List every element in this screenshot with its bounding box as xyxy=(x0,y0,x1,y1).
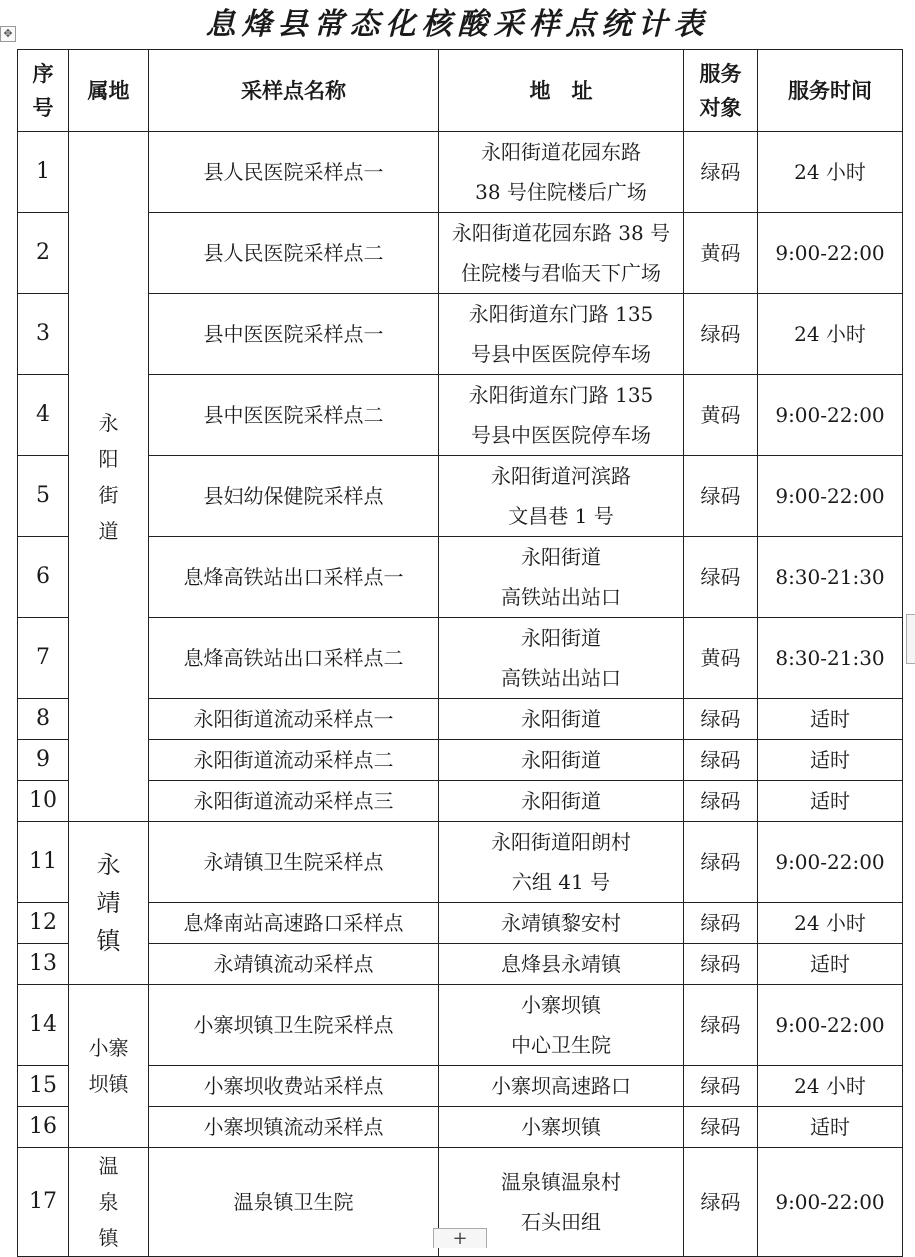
service-target: 绿码 xyxy=(684,822,758,903)
site-name: 永阳街道流动采样点一 xyxy=(149,699,439,740)
service-hours: 24 小时 xyxy=(758,132,903,213)
service-hours: 9:00-22:00 xyxy=(758,213,903,294)
service-hours: 9:00-22:00 xyxy=(758,985,903,1066)
site-address xyxy=(439,1066,684,1107)
address-line-2: 高铁站出站口 xyxy=(501,666,621,690)
district-label: 永阳街道 xyxy=(98,410,119,543)
address-line-2: 高铁站出站口 xyxy=(501,585,621,609)
service-hours: 适时 xyxy=(758,944,903,985)
header-district: 属地 xyxy=(69,50,149,132)
service-hours: 24 小时 xyxy=(758,903,903,944)
address-line-1: 永阳街道阳朗村 xyxy=(491,830,631,854)
site-name: 县妇幼保健院采样点 xyxy=(149,456,439,537)
header-seq: 序号 xyxy=(18,50,69,132)
address-line-1: 永阳街道花园东路 38 号 xyxy=(451,221,671,245)
site-address xyxy=(439,740,684,781)
service-hours: 8:30-21:30 xyxy=(758,537,903,618)
table-row xyxy=(18,822,903,903)
address-line-1: 永阳街道 xyxy=(521,748,601,772)
site-address xyxy=(439,903,684,944)
address-line-2: 38 号住院楼后广场 xyxy=(475,180,647,204)
address-line-1: 永阳街道 xyxy=(521,626,601,650)
header-name: 采样点名称 xyxy=(149,50,439,132)
site-name: 县中医医院采样点二 xyxy=(149,375,439,456)
table-row xyxy=(18,456,903,537)
table-header-row xyxy=(18,50,903,132)
row-number: 1 xyxy=(18,132,69,213)
table-row xyxy=(18,985,903,1066)
site-name: 永靖镇卫生院采样点 xyxy=(149,822,439,903)
address-line-2: 文昌巷 1 号 xyxy=(508,504,614,528)
address-line-1: 永阳街道 xyxy=(521,707,601,731)
site-address xyxy=(439,132,684,213)
service-target: 绿码 xyxy=(684,456,758,537)
site-address xyxy=(439,699,684,740)
site-name: 息烽高铁站出口采样点一 xyxy=(149,537,439,618)
address-line-1: 永靖镇黎安村 xyxy=(501,911,621,935)
address-line-2: 中心卫生院 xyxy=(511,1033,611,1057)
service-target: 绿码 xyxy=(684,985,758,1066)
table-row xyxy=(18,699,903,740)
header-hours: 服务时间 xyxy=(758,50,903,132)
service-target: 绿码 xyxy=(684,294,758,375)
add-row-button[interactable]: + xyxy=(433,1228,487,1248)
site-address xyxy=(439,537,684,618)
table-move-handle-icon[interactable]: ✥ xyxy=(0,26,16,42)
row-number: 12 xyxy=(18,903,69,944)
address-line-2: 六组 41 号 xyxy=(511,870,611,894)
table-row xyxy=(18,740,903,781)
header-target: 服务对象 xyxy=(684,50,758,132)
service-hours: 适时 xyxy=(758,740,903,781)
site-address xyxy=(439,781,684,822)
row-number: 9 xyxy=(18,740,69,781)
district-label: 永靖镇 xyxy=(96,851,121,955)
site-name: 小寨坝镇卫生院采样点 xyxy=(149,985,439,1066)
row-number: 2 xyxy=(18,213,69,294)
table-row xyxy=(18,375,903,456)
site-address xyxy=(439,375,684,456)
service-target: 黄码 xyxy=(684,213,758,294)
service-hours: 24 小时 xyxy=(758,294,903,375)
table-row xyxy=(18,294,903,375)
address-line-1: 小寨坝镇 xyxy=(521,1115,601,1139)
row-number: 8 xyxy=(18,699,69,740)
address-line-1: 永阳街道 xyxy=(521,789,601,813)
row-number: 16 xyxy=(18,1107,69,1148)
service-target: 黄码 xyxy=(684,375,758,456)
row-number: 4 xyxy=(18,375,69,456)
header-address: 地 址 xyxy=(439,50,684,132)
document-title: 息烽县常态化核酸采样点统计表 xyxy=(205,7,710,42)
sampling-sites-table xyxy=(17,49,903,1257)
address-line-2: 号县中医医院停车场 xyxy=(471,342,651,366)
service-target: 绿码 xyxy=(684,1148,758,1257)
address-line-1: 永阳街道花园东路 xyxy=(481,140,641,164)
row-number: 13 xyxy=(18,944,69,985)
row-number: 5 xyxy=(18,456,69,537)
site-address xyxy=(439,1107,684,1148)
address-line-1: 永阳街道东门路 135 xyxy=(468,383,654,407)
service-hours: 适时 xyxy=(758,699,903,740)
row-resize-handle[interactable] xyxy=(906,614,915,664)
service-hours: 24 小时 xyxy=(758,1066,903,1107)
row-number: 3 xyxy=(18,294,69,375)
district-cell xyxy=(69,985,149,1148)
site-name: 息烽高铁站出口采样点二 xyxy=(149,618,439,699)
address-line-1: 永阳街道 xyxy=(521,545,601,569)
site-name: 永阳街道流动采样点三 xyxy=(149,781,439,822)
address-line-1: 小寨坝高速路口 xyxy=(491,1074,631,1098)
service-target: 绿码 xyxy=(684,1066,758,1107)
table-row xyxy=(18,132,903,213)
site-name: 县中医医院采样点一 xyxy=(149,294,439,375)
row-number: 14 xyxy=(18,985,69,1066)
service-target: 绿码 xyxy=(684,903,758,944)
table-row xyxy=(18,618,903,699)
address-line-1: 永阳街道东门路 135 xyxy=(468,302,654,326)
site-name: 县人民医院采样点二 xyxy=(149,213,439,294)
service-hours: 适时 xyxy=(758,1107,903,1148)
service-hours: 8:30-21:30 xyxy=(758,618,903,699)
table-row xyxy=(18,1107,903,1148)
site-name: 永阳街道流动采样点二 xyxy=(149,740,439,781)
site-name: 县人民医院采样点一 xyxy=(149,132,439,213)
district-cell xyxy=(69,1148,149,1257)
row-number: 7 xyxy=(18,618,69,699)
site-address xyxy=(439,822,684,903)
table-row xyxy=(18,213,903,294)
table-row xyxy=(18,903,903,944)
site-name: 永靖镇流动采样点 xyxy=(149,944,439,985)
service-target: 绿码 xyxy=(684,132,758,213)
service-hours: 适时 xyxy=(758,781,903,822)
row-number: 17 xyxy=(18,1148,69,1257)
address-line-1: 小寨坝镇 xyxy=(521,993,601,1017)
district-cell xyxy=(69,132,149,822)
site-name: 小寨坝收费站采样点 xyxy=(149,1066,439,1107)
service-target: 黄码 xyxy=(684,618,758,699)
service-target: 绿码 xyxy=(684,781,758,822)
site-name: 温泉镇卫生院 xyxy=(149,1148,439,1257)
address-line-2: 住院楼与君临天下广场 xyxy=(461,261,661,285)
service-target: 绿码 xyxy=(684,537,758,618)
table-row xyxy=(18,1066,903,1107)
site-address xyxy=(439,944,684,985)
table-row xyxy=(18,944,903,985)
address-line-1: 永阳街道河滨路 xyxy=(491,464,631,488)
table-row xyxy=(18,537,903,618)
service-target: 绿码 xyxy=(684,944,758,985)
site-address xyxy=(439,618,684,699)
service-target: 绿码 xyxy=(684,699,758,740)
service-target: 绿码 xyxy=(684,740,758,781)
site-address xyxy=(439,456,684,537)
address-line-2: 号县中医医院停车场 xyxy=(471,423,651,447)
district-cell xyxy=(69,822,149,985)
site-address xyxy=(439,294,684,375)
service-hours: 9:00-22:00 xyxy=(758,456,903,537)
row-number: 11 xyxy=(18,822,69,903)
district-label: 小寨坝镇 xyxy=(88,1036,129,1096)
site-name: 小寨坝镇流动采样点 xyxy=(149,1107,439,1148)
address-line-1: 息烽县永靖镇 xyxy=(501,952,621,976)
table-row xyxy=(18,781,903,822)
site-address xyxy=(439,985,684,1066)
row-number: 10 xyxy=(18,781,69,822)
site-name: 息烽南站高速路口采样点 xyxy=(149,903,439,944)
row-number: 6 xyxy=(18,537,69,618)
service-target: 绿码 xyxy=(684,1107,758,1148)
service-hours: 9:00-22:00 xyxy=(758,822,903,903)
address-line-2: 石头田组 xyxy=(521,1210,601,1234)
address-line-1: 温泉镇温泉村 xyxy=(501,1170,621,1194)
service-hours: 9:00-22:00 xyxy=(758,375,903,456)
row-number: 15 xyxy=(18,1066,69,1107)
site-address xyxy=(439,213,684,294)
district-label: 温泉镇 xyxy=(98,1154,119,1250)
service-hours: 9:00-22:00 xyxy=(758,1148,903,1257)
